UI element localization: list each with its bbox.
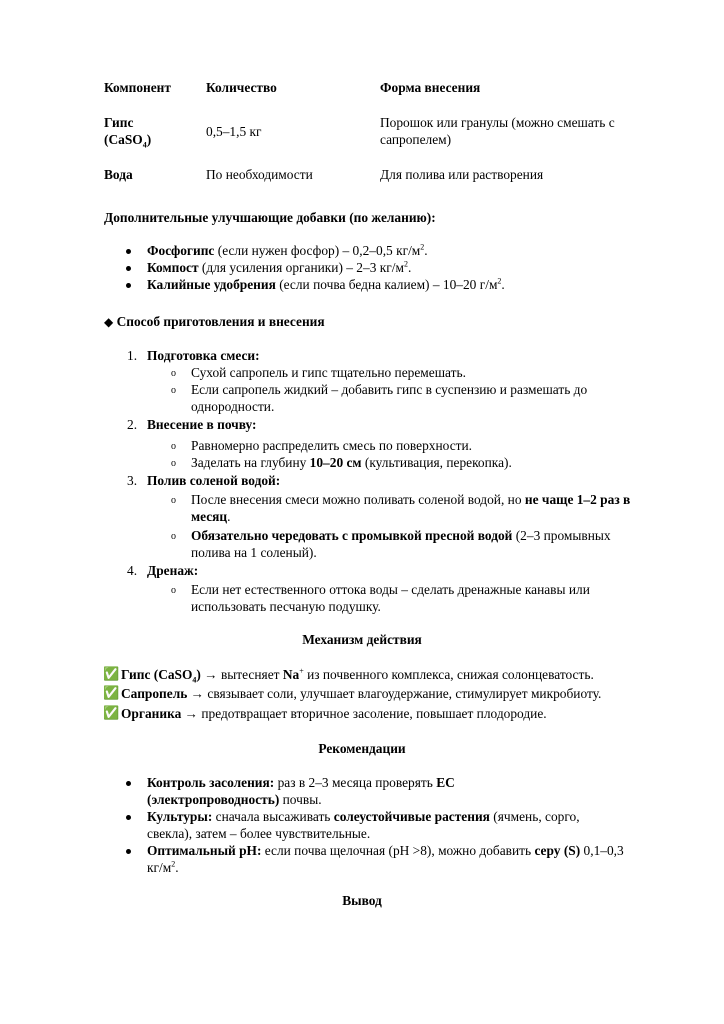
step-number: 2.: [127, 417, 138, 432]
step-detail: Сухой сапропель и гипс тщательно перемешать.: [191, 365, 466, 380]
list-item: Гипс (CaSO$_4$) → вытесняет Na+ из почвенного комплекса, снижая солонцеватость.: [121, 666, 594, 685]
diamond-icon: ◆: [104, 315, 114, 329]
table-cell-quantity: 0,5–1,5 кг: [206, 124, 262, 139]
step-title: Дренаж:: [147, 563, 199, 578]
circle-bullet-icon: o: [171, 441, 176, 452]
circle-bullet-icon: o: [171, 495, 176, 506]
step-detail-cont: использовать песчаную подушку.: [191, 599, 381, 614]
step-title: Внесение в почву:: [147, 417, 257, 432]
list-item: Органика → предотвращает вторичное засоление, повышает плодородие.: [121, 706, 547, 721]
mechanism-heading: Механизм действия: [302, 632, 422, 647]
method-heading: ◆ Способ приготовления и внесения: [104, 314, 325, 329]
step-detail: Равномерно распределить смесь по поверхности.: [191, 438, 473, 453]
step-detail-cont: однородности.: [191, 399, 275, 414]
circle-bullet-icon: o: [171, 458, 176, 469]
check-icon: ✅: [103, 706, 120, 721]
step-detail: Если нет естественного оттока воды – сделать дренажные канавы или: [191, 582, 590, 597]
list-item: Контроль засоления: раз в 2–3 месяца проверять EC: [147, 775, 455, 790]
table-header-quantity: Количество: [206, 80, 277, 95]
bullet-icon: [126, 249, 131, 254]
conclusion-heading: Вывод: [342, 893, 382, 908]
step-title: Подготовка смеси:: [147, 348, 260, 363]
table-cell-component: Вода: [104, 167, 133, 182]
table-cell-component: Гипс: [104, 115, 134, 130]
list-item: Оптимальный pH: если почва щелочная (pH >8), можно добавить серу (S) 0,1–0,3: [147, 843, 624, 858]
additives-heading: Дополнительные улучшающие добавки (по желанию):: [104, 210, 436, 225]
table-cell-component-formula: (CaSO$_4$): [104, 132, 152, 150]
table-header-form: Форма внесения: [380, 80, 481, 95]
list-item-cont: свекла), затем – более чувствительные.: [147, 826, 371, 841]
step-detail: Обязательно чередовать с промывкой пресной водой (2–3 промывных: [191, 528, 611, 543]
bullet-icon: [126, 815, 131, 820]
list-item: Фосфогипс (если нужен фосфор) – 0,2–0,5 $кг/м^2$.: [147, 242, 428, 258]
list-item: Сапропель → связывает соли, улучшает влагоудержание, стимулирует микробиоту.: [121, 686, 602, 701]
bullet-icon: [126, 781, 131, 786]
list-item-cont: (электропроводность) почвы.: [147, 792, 322, 807]
check-icon: ✅: [103, 686, 120, 701]
table-cell-quantity: По необходимости: [206, 167, 313, 182]
list-item-cont: $кг/м^2$.: [147, 859, 179, 875]
step-number: 1.: [127, 348, 138, 363]
check-icon: ✅: [103, 667, 120, 682]
bullet-icon: [126, 849, 131, 854]
step-number: 3.: [127, 473, 138, 488]
step-title: Полив соленой водой:: [147, 473, 281, 488]
step-detail: Заделать на глубину 10–20 см (культивация, перекопка).: [191, 455, 512, 470]
list-item: Культуры: сначала высаживать солеустойчивые растения (ячмень, сорго,: [147, 809, 580, 824]
bullet-icon: [126, 283, 131, 288]
table-header-component: Компонент: [104, 80, 171, 95]
step-detail: После внесения смеси можно поливать соленой водой, но не чаще 1–2 раз в: [191, 492, 631, 507]
recommendations-heading: Рекомендации: [318, 741, 406, 756]
circle-bullet-icon: o: [171, 385, 176, 396]
step-detail-cont: полива на 1 соленый).: [191, 545, 317, 560]
step-number: 4.: [127, 563, 138, 578]
table-cell-form-cont: сапропелем): [380, 132, 452, 147]
list-item: Калийные удобрения (если почва бедна калием) – 10–20 $г/м^2$.: [147, 276, 505, 292]
step-detail-cont: месяц.: [191, 509, 231, 524]
circle-bullet-icon: o: [171, 585, 176, 596]
list-item: Компост (для усиления органики) – 2–3 $кг/м^2$.: [147, 259, 412, 275]
table-cell-form: Для полива или растворения: [380, 167, 544, 182]
step-detail: Если сапропель жидкий – добавить гипс в суспензию и размешать до: [191, 382, 588, 397]
bullet-icon: [126, 266, 131, 271]
circle-bullet-icon: o: [171, 368, 176, 379]
circle-bullet-icon: o: [171, 531, 176, 542]
table-cell-form: Порошок или гранулы (можно смешать с: [380, 115, 615, 130]
